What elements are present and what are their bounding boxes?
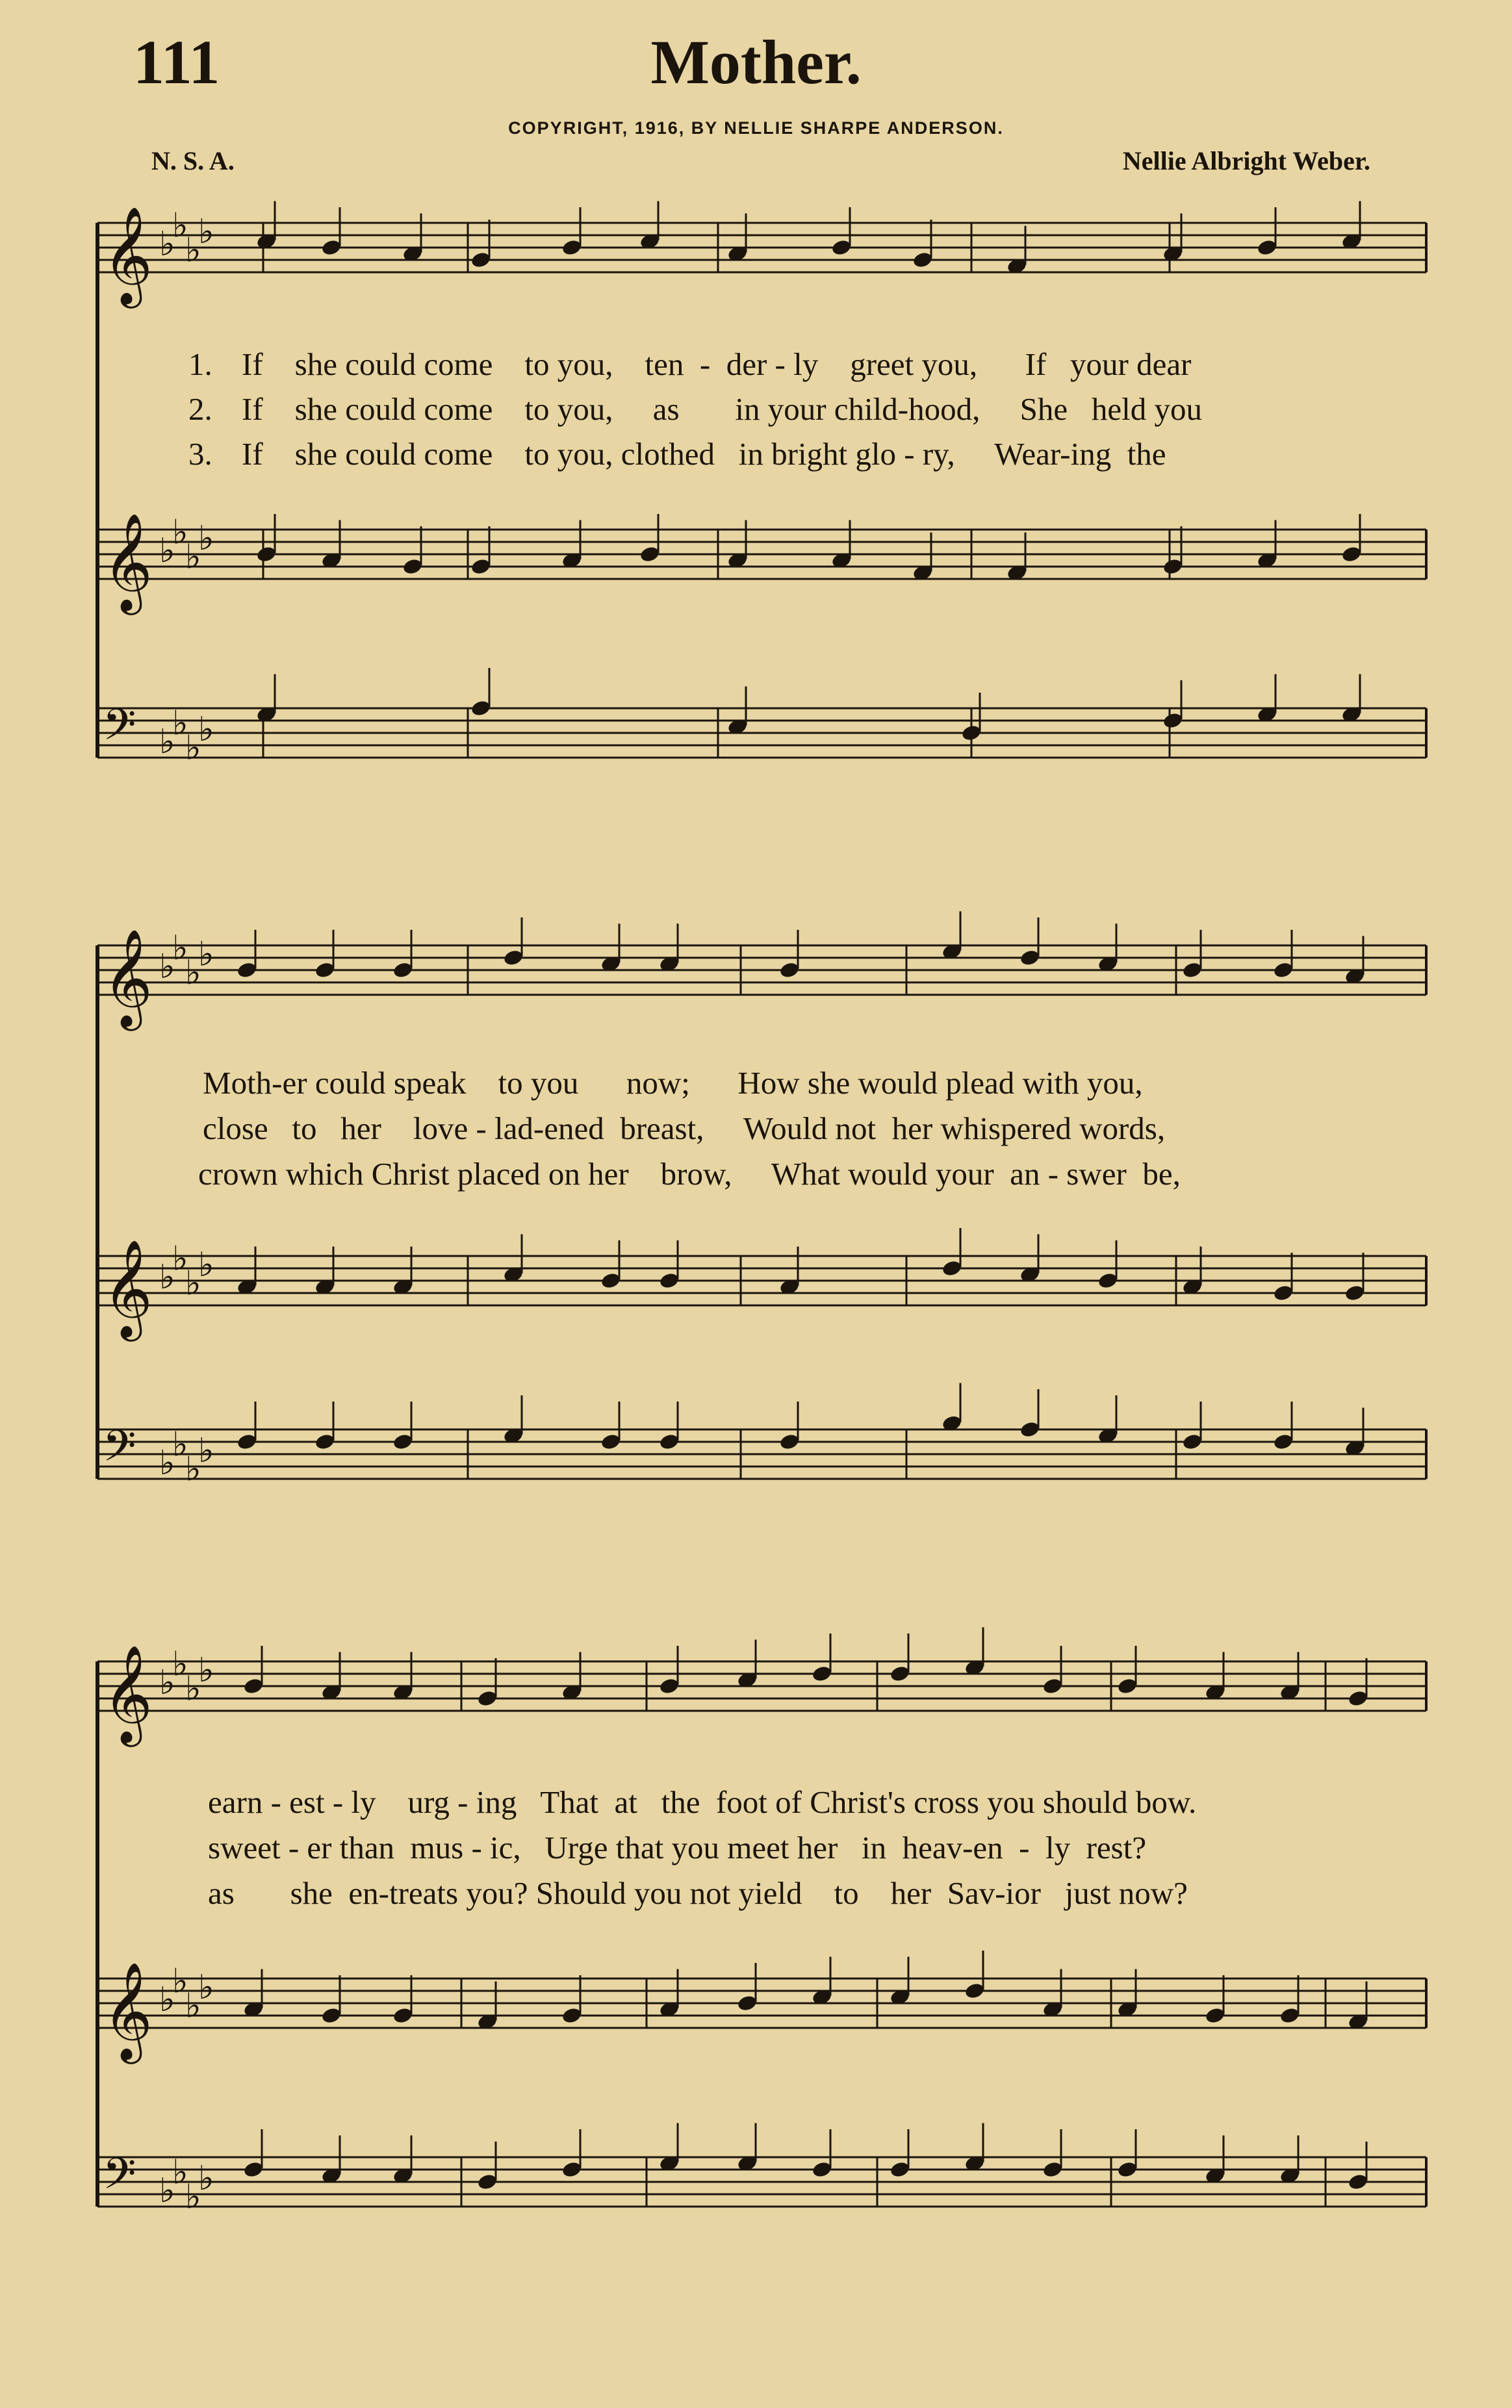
lyric-line xyxy=(203,1110,1165,1147)
lyric-line xyxy=(208,1829,1146,1866)
lyric-text: If she could come to you, as in your child-hood, She held you xyxy=(242,391,1202,427)
lyric-line xyxy=(208,1875,1188,1912)
bass-clef-icon: 𝄢 xyxy=(103,1421,136,1481)
flat-sign-icon: ♭ xyxy=(172,513,188,552)
flat-sign-icon: ♭ xyxy=(159,2171,175,2210)
lyric-text: Moth-er could speak to you now; How she would plead with you, xyxy=(203,1065,1143,1101)
flat-sign-icon: ♭ xyxy=(185,231,201,270)
lyric-line xyxy=(203,1064,1143,1101)
flat-sign-icon: ♭ xyxy=(198,2159,214,2198)
flat-sign-icon: ♭ xyxy=(159,225,175,264)
treble-clef-icon: 𝄞 xyxy=(103,928,153,1027)
flat-sign-icon: ♭ xyxy=(198,1651,214,1690)
treble-clef-icon: 𝄞 xyxy=(103,205,153,304)
flat-sign-icon: ♭ xyxy=(159,1980,175,2019)
bass-clef-icon: 𝄢 xyxy=(103,2149,136,2209)
flat-sign-icon: ♭ xyxy=(159,1258,175,1297)
lyric-line xyxy=(208,1784,1196,1821)
composer-credit: Nellie Albright Weber. xyxy=(1122,146,1370,175)
lyric-text: sweet - er than mus - ic, Urge that you meet her in heav-en - ly rest? xyxy=(208,1830,1147,1865)
lyric-text: as she en-treats you? Should you not yield to her Sav-ior just now? xyxy=(208,1875,1188,1911)
flat-sign-icon: ♭ xyxy=(185,1986,201,2026)
flat-sign-icon: ♭ xyxy=(185,2177,201,2217)
flat-sign-icon: ♭ xyxy=(198,1246,214,1285)
flat-sign-icon: ♭ xyxy=(185,1264,201,1303)
lyric-text: If she could come to you, clothed in bright glo - ry, Wear-ing the xyxy=(242,436,1166,472)
flat-sign-icon: ♭ xyxy=(172,2153,188,2192)
treble-clef-icon: 𝄞 xyxy=(103,512,153,611)
treble-clef-icon: 𝄞 xyxy=(103,1961,153,2060)
flat-sign-icon: ♭ xyxy=(172,1425,188,1465)
verse-number: 2. xyxy=(188,391,212,427)
arranger-credit: N. S. A. xyxy=(151,146,235,175)
flat-sign-icon: ♭ xyxy=(198,710,214,749)
flat-sign-icon: ♭ xyxy=(185,953,201,993)
verse-number: 3. xyxy=(188,436,212,472)
lyric-text: crown which Christ placed on her brow, What would your an - swer be, xyxy=(198,1156,1181,1192)
verse-number: 1. xyxy=(188,346,212,382)
flat-sign-icon: ♭ xyxy=(198,1431,214,1470)
flat-sign-icon: ♭ xyxy=(172,1962,188,2001)
hymn-title: Mother. xyxy=(650,27,862,97)
flat-sign-icon: ♭ xyxy=(198,519,214,558)
flat-sign-icon: ♭ xyxy=(185,1450,201,1489)
copyright-notice: COPYRIGHT, 1916, BY NELLIE SHARPE ANDERSON. xyxy=(508,118,1004,138)
hymn-number: 111 xyxy=(133,27,220,97)
flat-sign-icon: ♭ xyxy=(172,1239,188,1279)
lyric-line xyxy=(188,391,1202,428)
lyric-line xyxy=(188,346,1191,383)
flat-sign-icon: ♭ xyxy=(172,1645,188,1684)
flat-sign-icon: ♭ xyxy=(159,947,175,986)
lyric-text: If she could come to you, ten - der - ly greet you, If your dear xyxy=(242,346,1192,382)
flat-sign-icon: ♭ xyxy=(159,723,175,762)
flat-sign-icon: ♭ xyxy=(159,532,175,570)
bass-clef-icon: 𝄢 xyxy=(103,700,136,760)
flat-sign-icon: ♭ xyxy=(198,212,214,251)
flat-sign-icon: ♭ xyxy=(198,1968,214,2007)
flat-sign-icon: ♭ xyxy=(159,1663,175,1702)
flat-sign-icon: ♭ xyxy=(185,537,201,577)
lyric-text: earn - est - ly urg - ing That at the foot of Christ's cross you should bow. xyxy=(208,1784,1197,1820)
treble-clef-icon: 𝄞 xyxy=(103,1644,153,1743)
flat-sign-icon: ♭ xyxy=(198,935,214,974)
flat-sign-icon: ♭ xyxy=(172,206,188,246)
flat-sign-icon: ♭ xyxy=(172,704,188,743)
lyric-text: close to her love - lad-ened breast, Would not her whispered words, xyxy=(203,1110,1166,1146)
flat-sign-icon: ♭ xyxy=(185,1669,201,1709)
lyric-line xyxy=(188,435,1166,472)
flat-sign-icon: ♭ xyxy=(172,929,188,968)
flat-sign-icon: ♭ xyxy=(185,728,201,768)
lyric-line xyxy=(198,1155,1181,1192)
flat-sign-icon: ♭ xyxy=(159,1444,175,1483)
treble-clef-icon: 𝄞 xyxy=(103,1238,153,1337)
